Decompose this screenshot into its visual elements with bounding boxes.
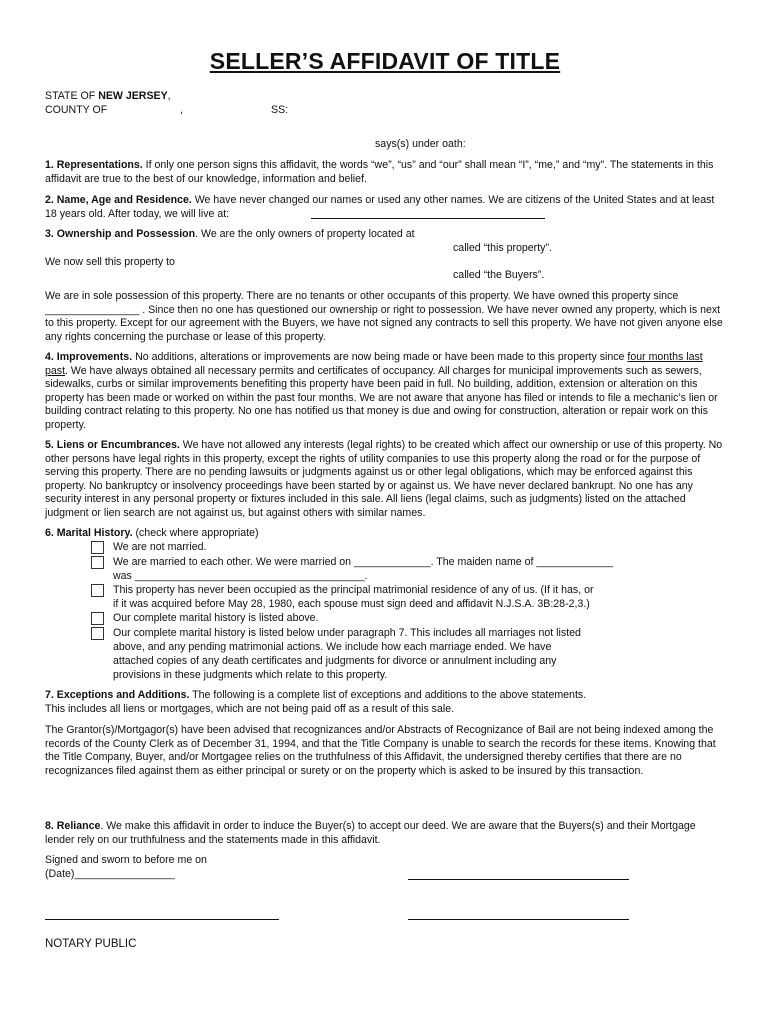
exceptions-text-2: This includes all liens or mortgages, which are not being paid off as a result of this sale. (45, 703, 455, 715)
oath-label: says(s) under oath: (375, 138, 466, 150)
section-text: The following is a complete list of exceptions and additions to the above statements. (189, 689, 587, 701)
section-reliance (45, 820, 727, 847)
history-below-label: Our complete marital history is listed below under paragraph 7. This includes all marriages not listed (113, 627, 581, 639)
residence-address-line[interactable] (311, 218, 545, 219)
section-heading: 2. Name, Age and Residence. (45, 194, 192, 206)
history-below-checkbox[interactable] (91, 627, 104, 640)
section-heading: 8. Reliance (45, 820, 101, 832)
section-text: . We have always obtained all necessary permits and certificates of occupancy. All charges for municipal improvements such as sewers, sidewalks, curbs or similar improvements benefiting this property have been paid in full. No building, addition, extension or alteration on this property has been made or worked on within the past four months. We are not aware that anyone has filed or intends to file a mechanic’s lien or building contract relating to this property. No one has notified us that money is due and owing for construction, alteration or repair work on this property. (45, 364, 718, 431)
section-text: No additions, alterations or improvements are now being made or have been made to this property since (132, 351, 628, 363)
comma: , (167, 90, 171, 102)
not-occupied-checkbox[interactable] (91, 584, 104, 597)
notary-signature-line[interactable] (45, 919, 279, 920)
section-text: We have not allowed any interests (legal rights) to be created which affect our ownership or use of this property. No other persons have legal rights in this property, except the rights of utility companies to use this property along the road or for the purpose of serving this property. There are no pending lawsuits or judgments against us or other legal obligations, which may be enforced against this property. No bankruptcy or insolvency proceedings have been started by or against us. We have never declared bankrupt. No one has any security interest in any personal property or fixtures included in this sale. All liens (legal claims, such as judgments) listed on the attached judgment or lien search are not against us, but against others with similar names. (45, 439, 723, 519)
section-note: (check where appropriate) (132, 527, 259, 539)
section-improvements (45, 351, 727, 433)
county-label: COUNTY OF (45, 104, 108, 116)
married-checkbox[interactable] (91, 556, 104, 569)
document-title: SELLER’S AFFIDAVIT OF TITLE (209, 48, 561, 74)
called-the-buyers: called “the Buyers”. (453, 269, 545, 281)
section-heading: 5. Liens or Encumbrances. (45, 439, 180, 451)
married-label: We are married to each other. We were married on _____________. The maiden name of _____________ (113, 556, 614, 568)
grantor-paragraph: The Grantor(s)/Mortgagor(s) have been advised that recognizances and/or Abstracts of Recognizance of Bail are not being indexed among the records of the County Clerk as of December 31, 1994, and that the Title Company is unable to search the records for these items. Knowing that the Title Company, Buyer, and/or Mortgagee relies on the truthfulness of this Affidavit, the undersigned thereby certifies that there are no recognizances filed against them as either principal or surety or on the property which is asked to be insured by this transaction. (45, 724, 716, 777)
signature-line-1[interactable] (408, 879, 629, 880)
history-above-checkbox[interactable] (91, 612, 104, 625)
state-line (45, 90, 171, 104)
signed-sworn-label: Signed and sworn to before me on (45, 854, 207, 866)
ss-label: SS: (271, 104, 289, 116)
section-text: . We are the only owners of property located at (195, 228, 415, 240)
not-married-checkbox[interactable] (91, 541, 104, 554)
section-representations (45, 159, 727, 186)
section-ownership (45, 228, 415, 242)
county-comma: , (180, 104, 183, 116)
called-this-property: called “this property”. (453, 242, 552, 254)
not-married-label: We are not married. (113, 541, 207, 553)
not-occupied-label: This property has never been occupied as the principal matrimonial residence of any of us. (If it has, or (113, 584, 594, 596)
section-text: If only one person signs this affidavit, the words “we”, “us” and “our” shall mean “I”, “me,” and “my”. The statements in this affidavit are true to the best of our knowledge, information and belief. (45, 159, 714, 185)
sell-to-label: We now sell this property to (45, 256, 175, 268)
section-text: . We make this affidavit in order to induce the Buyer(s) to accept our deed. We are aware that the Buyers(s) and their Mortgage lender rely on our truthfulness and the statements made in this affidavit. (45, 820, 696, 846)
section-text: We have never changed our names or used any other names. We are citizens of the United States and at least 18 years old. After today, we will live at: (45, 194, 715, 220)
date-field[interactable]: (Date)_________________ (45, 868, 175, 880)
underlined-period: four months last past (45, 351, 703, 377)
section-liens (45, 439, 727, 521)
section-marital-history (45, 527, 259, 541)
section-heading: 1. Representations. (45, 159, 143, 171)
possession-paragraph: We are in sole possession of this property. There are no tenants or other occupants of this property. We have owned this property since ________________ . Since then no one has questioned our ownership or right to possession. We have never owned any property, which is next to this property. Except for our agreement with the Buyers, we have not signed any contracts to sell this property. We have not given anyone else any rights concerning the purchase or lease of this property. (45, 290, 723, 343)
section-heading: 6. Marital History. (45, 527, 133, 539)
section-heading: 3. Ownership and Possession (45, 228, 196, 240)
history-below-label-2: above, and any pending matrimonial actions. We include how each marriage ended. We have (113, 641, 552, 653)
maiden-name-line: was _______________________________________. (113, 570, 368, 582)
section-heading: 4. Improvements. (45, 351, 133, 363)
state-label: STATE OF (45, 90, 96, 102)
notary-public-label: NOTARY PUBLIC (45, 938, 137, 950)
section-exceptions (45, 689, 586, 703)
history-below-label-3: attached copies of any death certificates and judgments for divorce or annulment including any (113, 655, 557, 667)
history-below-label-4: provisions in these judgments which relate to this property. (113, 669, 388, 681)
section-heading: 7. Exceptions and Additions. (45, 689, 190, 701)
history-above-label: Our complete marital history is listed above. (113, 612, 319, 624)
signature-line-2[interactable] (408, 919, 629, 920)
state-value: NEW JERSEY (98, 90, 168, 102)
not-occupied-label-2: if it was acquired before May 28, 1980, each spouse must sign deed and affidavit N.J.S.A. 3B:28-2,3.) (113, 598, 590, 610)
